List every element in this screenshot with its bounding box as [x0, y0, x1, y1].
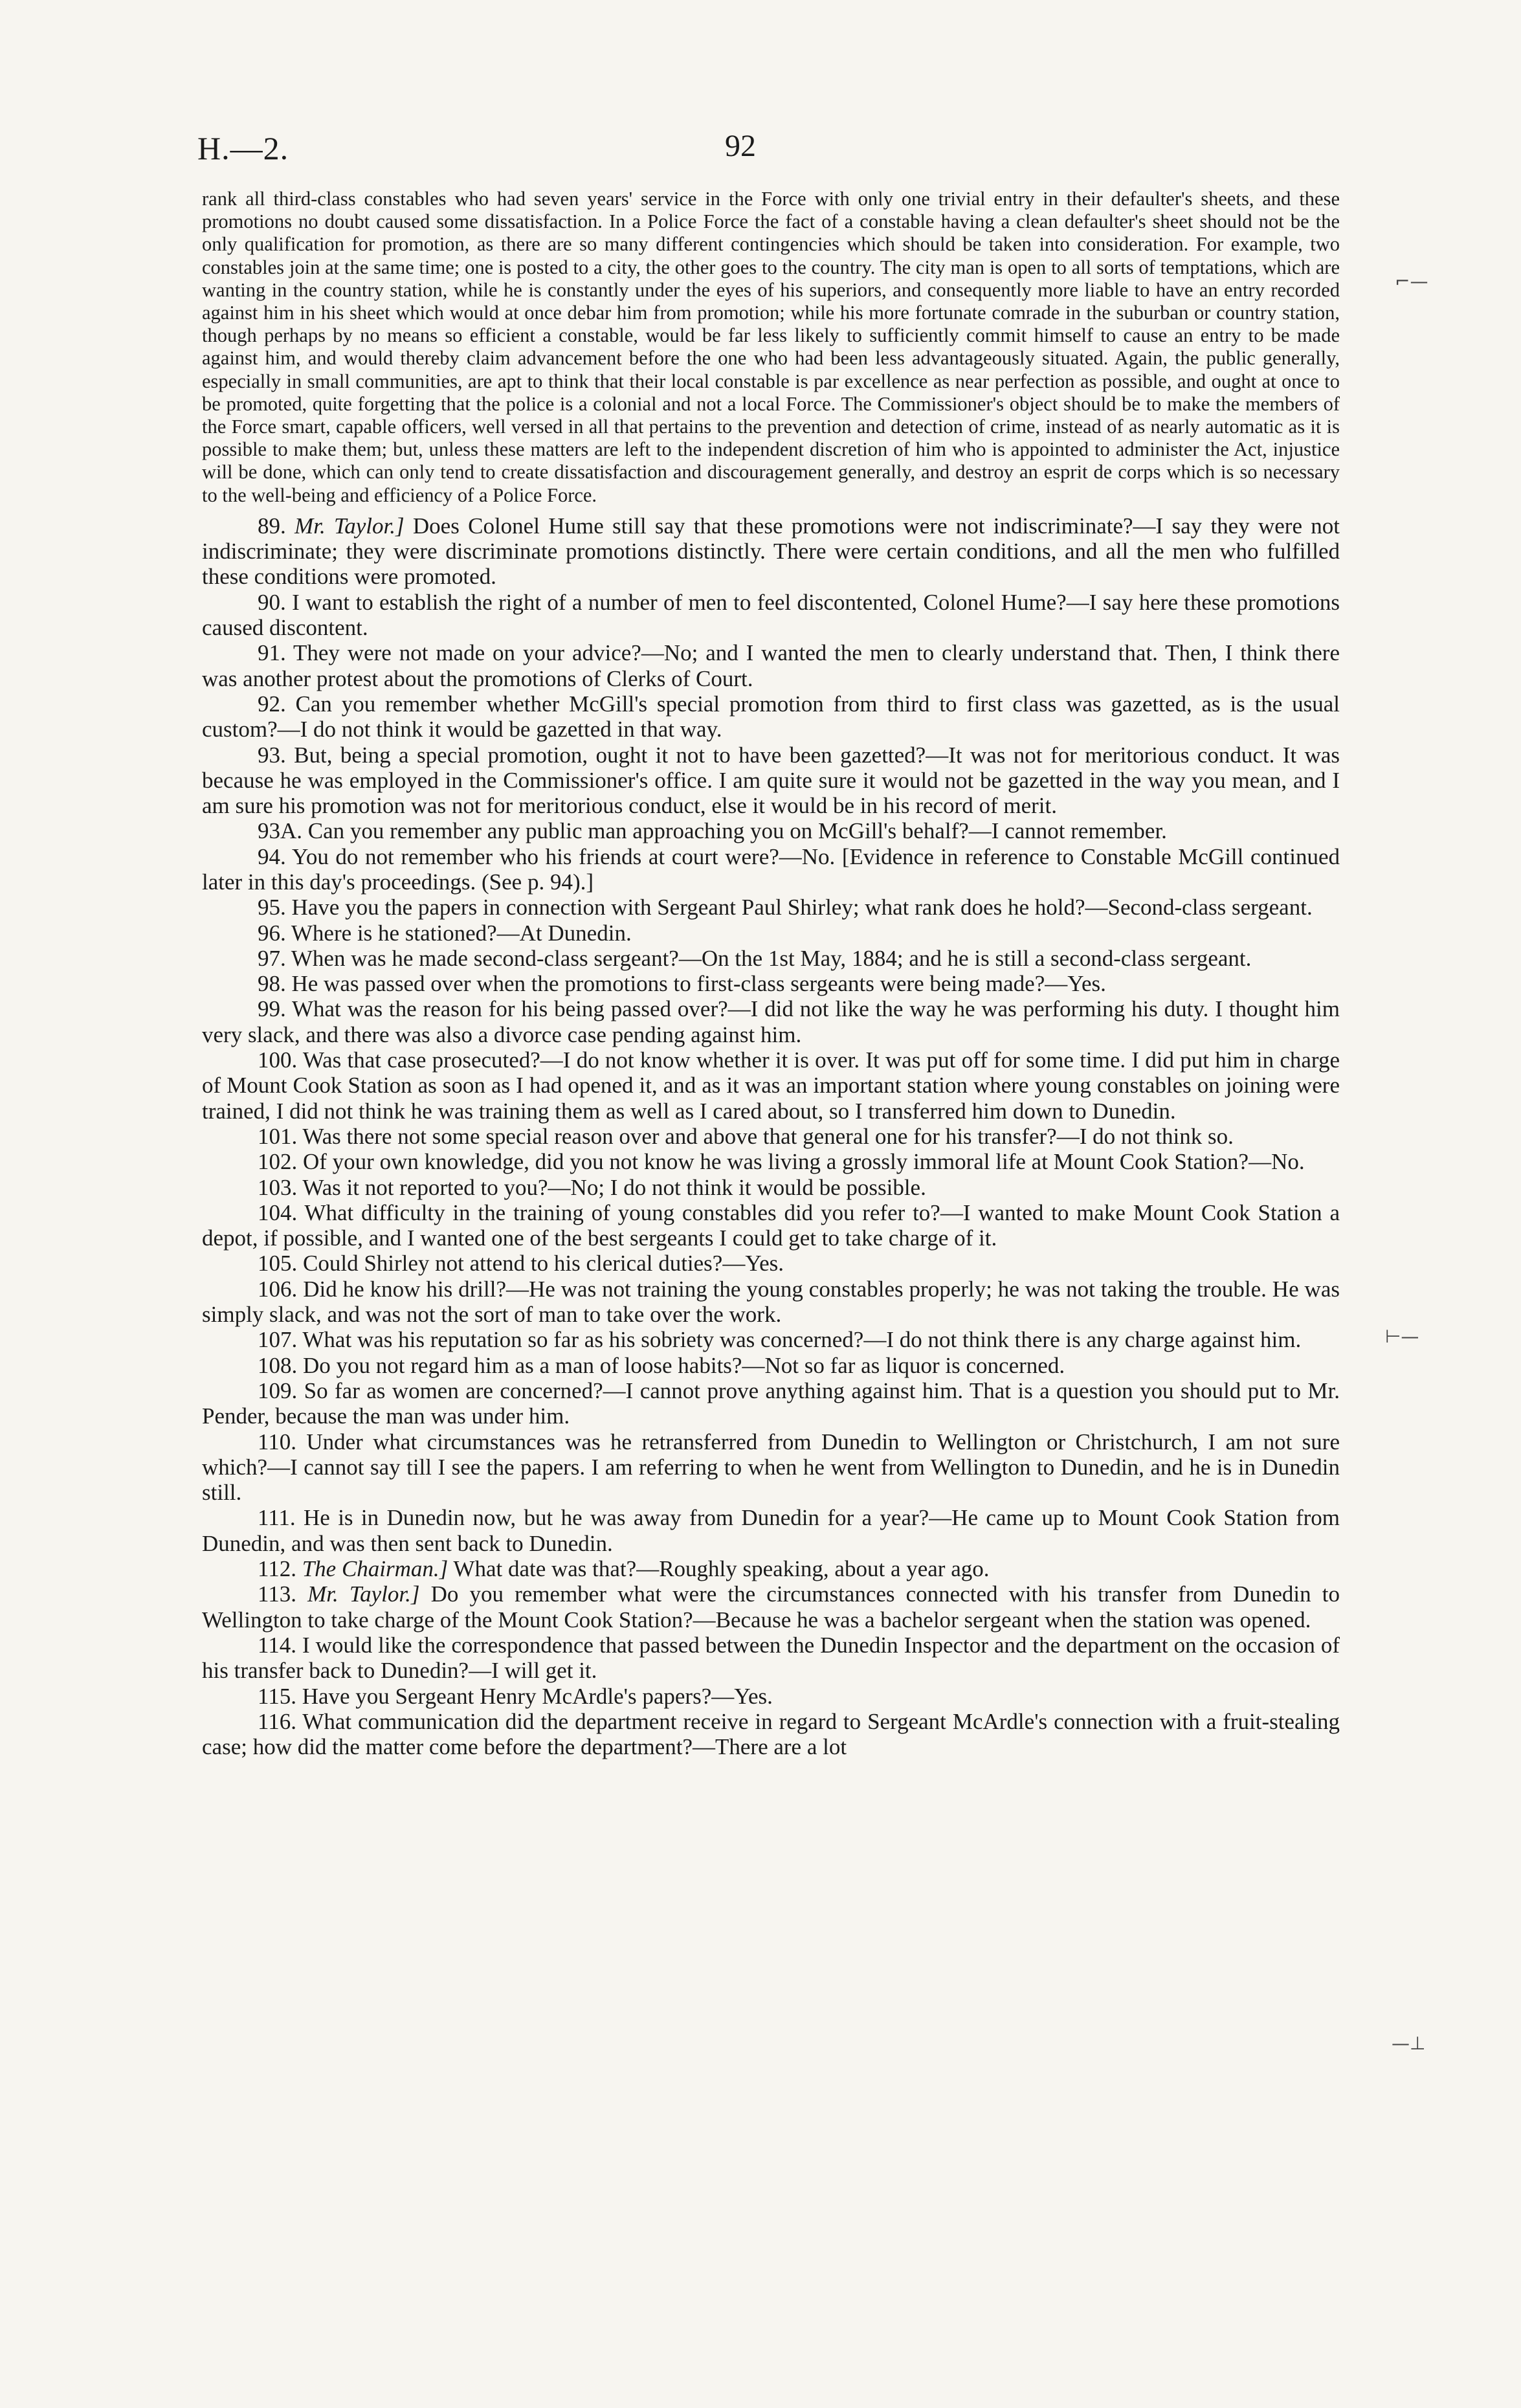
margin-mark: —⊥	[1392, 2033, 1426, 2054]
question-text: What communication did the department receive in regard to Sergeant McArdle's connection with a fruit-stealing case; how did the matter come before the department?—There are a lot	[202, 1708, 1340, 1760]
question-number: 93.	[258, 742, 294, 768]
question-text: You do not remember who his friends at court were?—No. [Evidence in reference to Constable McGill continued later in this day's proceedings. (See p. 94).]	[202, 843, 1340, 895]
qa-paragraph	[202, 971, 1340, 996]
question-number: 94.	[258, 843, 293, 869]
qa-paragraph	[202, 1505, 1340, 1556]
question-text: Was there not some special reason over and above that general one for his transfer?—I do not think so.	[302, 1123, 1234, 1149]
question-text: Was that case prosecuted?—I do not know whether it is over. It was put off for some time. I did put him in charge of Mount Cook Station as soon as I had opened it, and as it was an important station where young constables on joining were trained, I did not think he was training them as well as I cared about, so I transferred him down to Dunedin.	[202, 1047, 1340, 1124]
page-body	[202, 188, 1340, 1759]
qa-paragraph	[202, 742, 1340, 819]
qa-paragraph	[202, 844, 1340, 895]
question-number: 99.	[258, 996, 292, 1022]
question-number: 115.	[258, 1683, 302, 1709]
question-number: 116.	[258, 1708, 303, 1734]
question-text: Have you Sergeant Henry McArdle's papers?—Yes.	[302, 1683, 773, 1709]
qa-paragraph	[202, 1200, 1340, 1251]
question-number: 93A.	[258, 818, 308, 844]
speaker-name: The Chairman.]	[302, 1556, 449, 1582]
question-number: 106.	[258, 1276, 304, 1302]
question-number: 98.	[258, 971, 292, 997]
question-text: Do you not regard him as a man of loose habits?—Not so far as liquor is concerned.	[303, 1352, 1065, 1378]
question-text: What date was that?—Roughly speaking, about a year ago.	[448, 1556, 990, 1582]
question-text: What difficulty in the training of young constables did you refer to?—I wanted to make Mount Cook Station a depot, if possible, and I wanted one of the best sergeants I could get to take charge of it.	[202, 1199, 1340, 1251]
question-number: 102.	[258, 1149, 303, 1175]
question-text: I want to establish the right of a number of men to feel discontented, Colonel Hume?—I say here these promotions caused discontent.	[202, 589, 1340, 641]
question-number: 101.	[258, 1123, 303, 1149]
qa-paragraph	[202, 1709, 1340, 1760]
question-text: Under what circumstances was he retransferred from Dunedin to Wellington or Christchurch, I am not sure which?—I cannot say till I see the papers. I am referring to when he went from Wellington to Dunedin, and he is in Dunedin still.	[202, 1429, 1340, 1506]
intro-paragraph: rank all third-class constables who had seven years' service in the Force with only one trivial entry in their defaulter's sheets, and these promotions no doubt caused some dissatisfaction. In a Police Force the fact of a constable having a clean defaulter's sheet should not be the only qualification for promotion, as there are so many different contingencies which should be taken into consideration. For example, two constables join at the same time; one is posted to a city, the other goes to the country. The city man is open to all sorts of temptations, which are wanting in the country station, while he is constantly under the eyes of his superiors, and consequently more liable to have an entry recorded against him in his sheet which would at once debar him from promotion; while his more fortunate comrade in the suburban or country station, though perhaps by no means so efficient a constable, would be far less likely to sufficiently commit himself to cause an entry to be made against him, and would thereby claim advancement before the one who had been less advantageously situated. Again, the public generally, especially in small communities, are apt to think that their local constable is par excellence as near perfection as possible, and ought at once to be promoted, quite forgetting that the police is a colonial and not a local Force. The Commissioner's object should be to make the members of the Force smart, capable officers, well versed in all that pertains to the prevention and detection of crime, instead of as nearly automatic as it is possible to make them; but, unless these matters are left to the independent discretion of him who is appointed to administer the Act, injustice will be done, which can only tend to create dissatisfaction and discouragement generally, and destroy an esprit de corps which is so necessary to the well-being and efficiency of a Police Force.	[202, 188, 1340, 506]
question-text: They were not made on your advice?—No; and I wanted the men to clearly understand that. Then, I think there was another protest about the promotions of Clerks of Court.	[202, 640, 1340, 691]
document-reference: H.—2.	[197, 130, 289, 166]
qa-paragraph	[202, 513, 1340, 590]
speaker-name: Mr. Taylor.]	[307, 1581, 420, 1607]
question-number: 112.	[258, 1556, 302, 1582]
qa-paragraph	[202, 1581, 1340, 1633]
question-text: He was passed over when the promotions to first-class sergeants were being made?—Yes.	[291, 971, 1106, 997]
qa-paragraph	[202, 1149, 1340, 1174]
margin-mark: ⌐—	[1395, 271, 1428, 292]
question-number: 103.	[258, 1174, 303, 1200]
qa-paragraph	[202, 691, 1340, 742]
question-text: He is in Dunedin now, but he was away from Dunedin for a year?—He came up to Mount Cook Station from Dunedin, and was then sent back to Dunedin.	[202, 1505, 1340, 1556]
question-number: 90.	[258, 589, 293, 615]
question-text: Do you remember what were the circumstances connected with his transfer from Dunedin to Wellington to take charge of the Mount Cook Station?—Because he was a bachelor sergeant when the station was opened.	[202, 1581, 1340, 1633]
qa-paragraph	[202, 1327, 1340, 1352]
question-number: 100.	[258, 1047, 303, 1073]
question-text: Can you remember any public man approaching you on McGill's behalf?—I cannot remember.	[307, 818, 1167, 844]
question-number: 96.	[258, 920, 291, 946]
question-number: 113.	[258, 1581, 308, 1607]
question-text: What was his reputation so far as his sobriety was concerned?—I do not think there is any charge against him.	[302, 1327, 1302, 1353]
question-number: 105.	[258, 1251, 303, 1276]
question-number: 92.	[258, 691, 296, 717]
question-text: Where is he stationed?—At Dunedin.	[291, 920, 632, 946]
question-text: Of your own knowledge, did you not know he was living a grossly immoral life at Mount Cook Station?—No.	[303, 1149, 1305, 1175]
question-text: Was it not reported to you?—No; I do not think it would be possible.	[302, 1174, 926, 1200]
qa-paragraph	[202, 895, 1340, 920]
question-text: Have you the papers in connection with Sergeant Paul Shirley; what rank does he hold?—Second-class sergeant.	[291, 895, 1313, 920]
qa-paragraph	[202, 818, 1340, 843]
question-number: 109.	[258, 1377, 304, 1403]
qa-paragraph	[202, 1276, 1340, 1328]
question-number: 114.	[258, 1632, 302, 1658]
question-text: Did he know his drill?—He was not training the young constables properly; he was not taking the trouble. He was simply slack, and was not the sort of man to take over the work.	[202, 1276, 1340, 1328]
speaker-name: Mr. Taylor.]	[294, 513, 405, 539]
question-text: When was he made second-class sergeant?—On the 1st May, 1884; and he is still a second-class sergeant.	[291, 945, 1252, 971]
question-text: So far as women are concerned?—I cannot prove anything against him. That is a question you should put to Mr. Pender, because the man was under him.	[202, 1377, 1340, 1429]
qa-paragraph	[202, 996, 1340, 1047]
qa-paragraph	[202, 1047, 1340, 1124]
qa-paragraph	[202, 590, 1340, 641]
question-text: What was the reason for his being passed over?—I did not like the way he was performing his duty. I thought him very slack, and there was also a divorce case pending against him.	[202, 996, 1340, 1047]
margin-mark: ⊢—	[1385, 1326, 1419, 1347]
question-number: 108.	[258, 1352, 303, 1378]
question-number: 107.	[258, 1327, 303, 1353]
question-number: 111.	[258, 1505, 304, 1531]
qa-paragraph	[202, 1633, 1340, 1684]
page-number: 92	[725, 129, 756, 163]
qa-paragraph	[202, 1251, 1340, 1276]
qa-paragraph	[202, 640, 1340, 691]
qa-paragraph	[202, 920, 1340, 946]
question-text: I would like the correspondence that passed between the Dunedin Inspector and the department on the occasion of his transfer back to Dunedin?—I will get it.	[202, 1632, 1340, 1684]
question-number: 91.	[258, 640, 294, 666]
qa-paragraph	[202, 946, 1340, 971]
qa-paragraph	[202, 1556, 1340, 1581]
qa-paragraph	[202, 1175, 1340, 1200]
qa-paragraph	[202, 1378, 1340, 1429]
question-text: Can you remember whether McGill's special promotion from third to first class was gazetted, as is the usual custom?—I do not think it would be gazetted in that way.	[202, 691, 1340, 742]
question-list	[202, 513, 1340, 1760]
qa-paragraph	[202, 1429, 1340, 1506]
question-number: 89.	[258, 513, 295, 539]
question-number: 110.	[258, 1429, 307, 1455]
qa-paragraph	[202, 1353, 1340, 1378]
question-text: But, being a special promotion, ought it not to have been gazetted?—It was not for meritorious conduct. It was because he was employed in the Commissioner's office. I am quite sure it would not be gazetted in the way you mean, and I am sure his promotion was not for meritorious conduct, else it would be in his record of merit.	[202, 742, 1340, 819]
question-text: Could Shirley not attend to his clerical duties?—Yes.	[303, 1251, 784, 1276]
question-number: 97.	[258, 945, 291, 971]
question-number: 104.	[258, 1199, 305, 1225]
qa-paragraph	[202, 1124, 1340, 1149]
question-number: 95.	[258, 895, 292, 920]
qa-paragraph	[202, 1684, 1340, 1709]
question-text: Does Colonel Hume still say that these promotions were not indiscriminate?—I say they were not indiscriminate; they were discriminate promotions distinctly. There were certain conditions, and all the men who fulfilled these conditions were promoted.	[202, 513, 1340, 590]
